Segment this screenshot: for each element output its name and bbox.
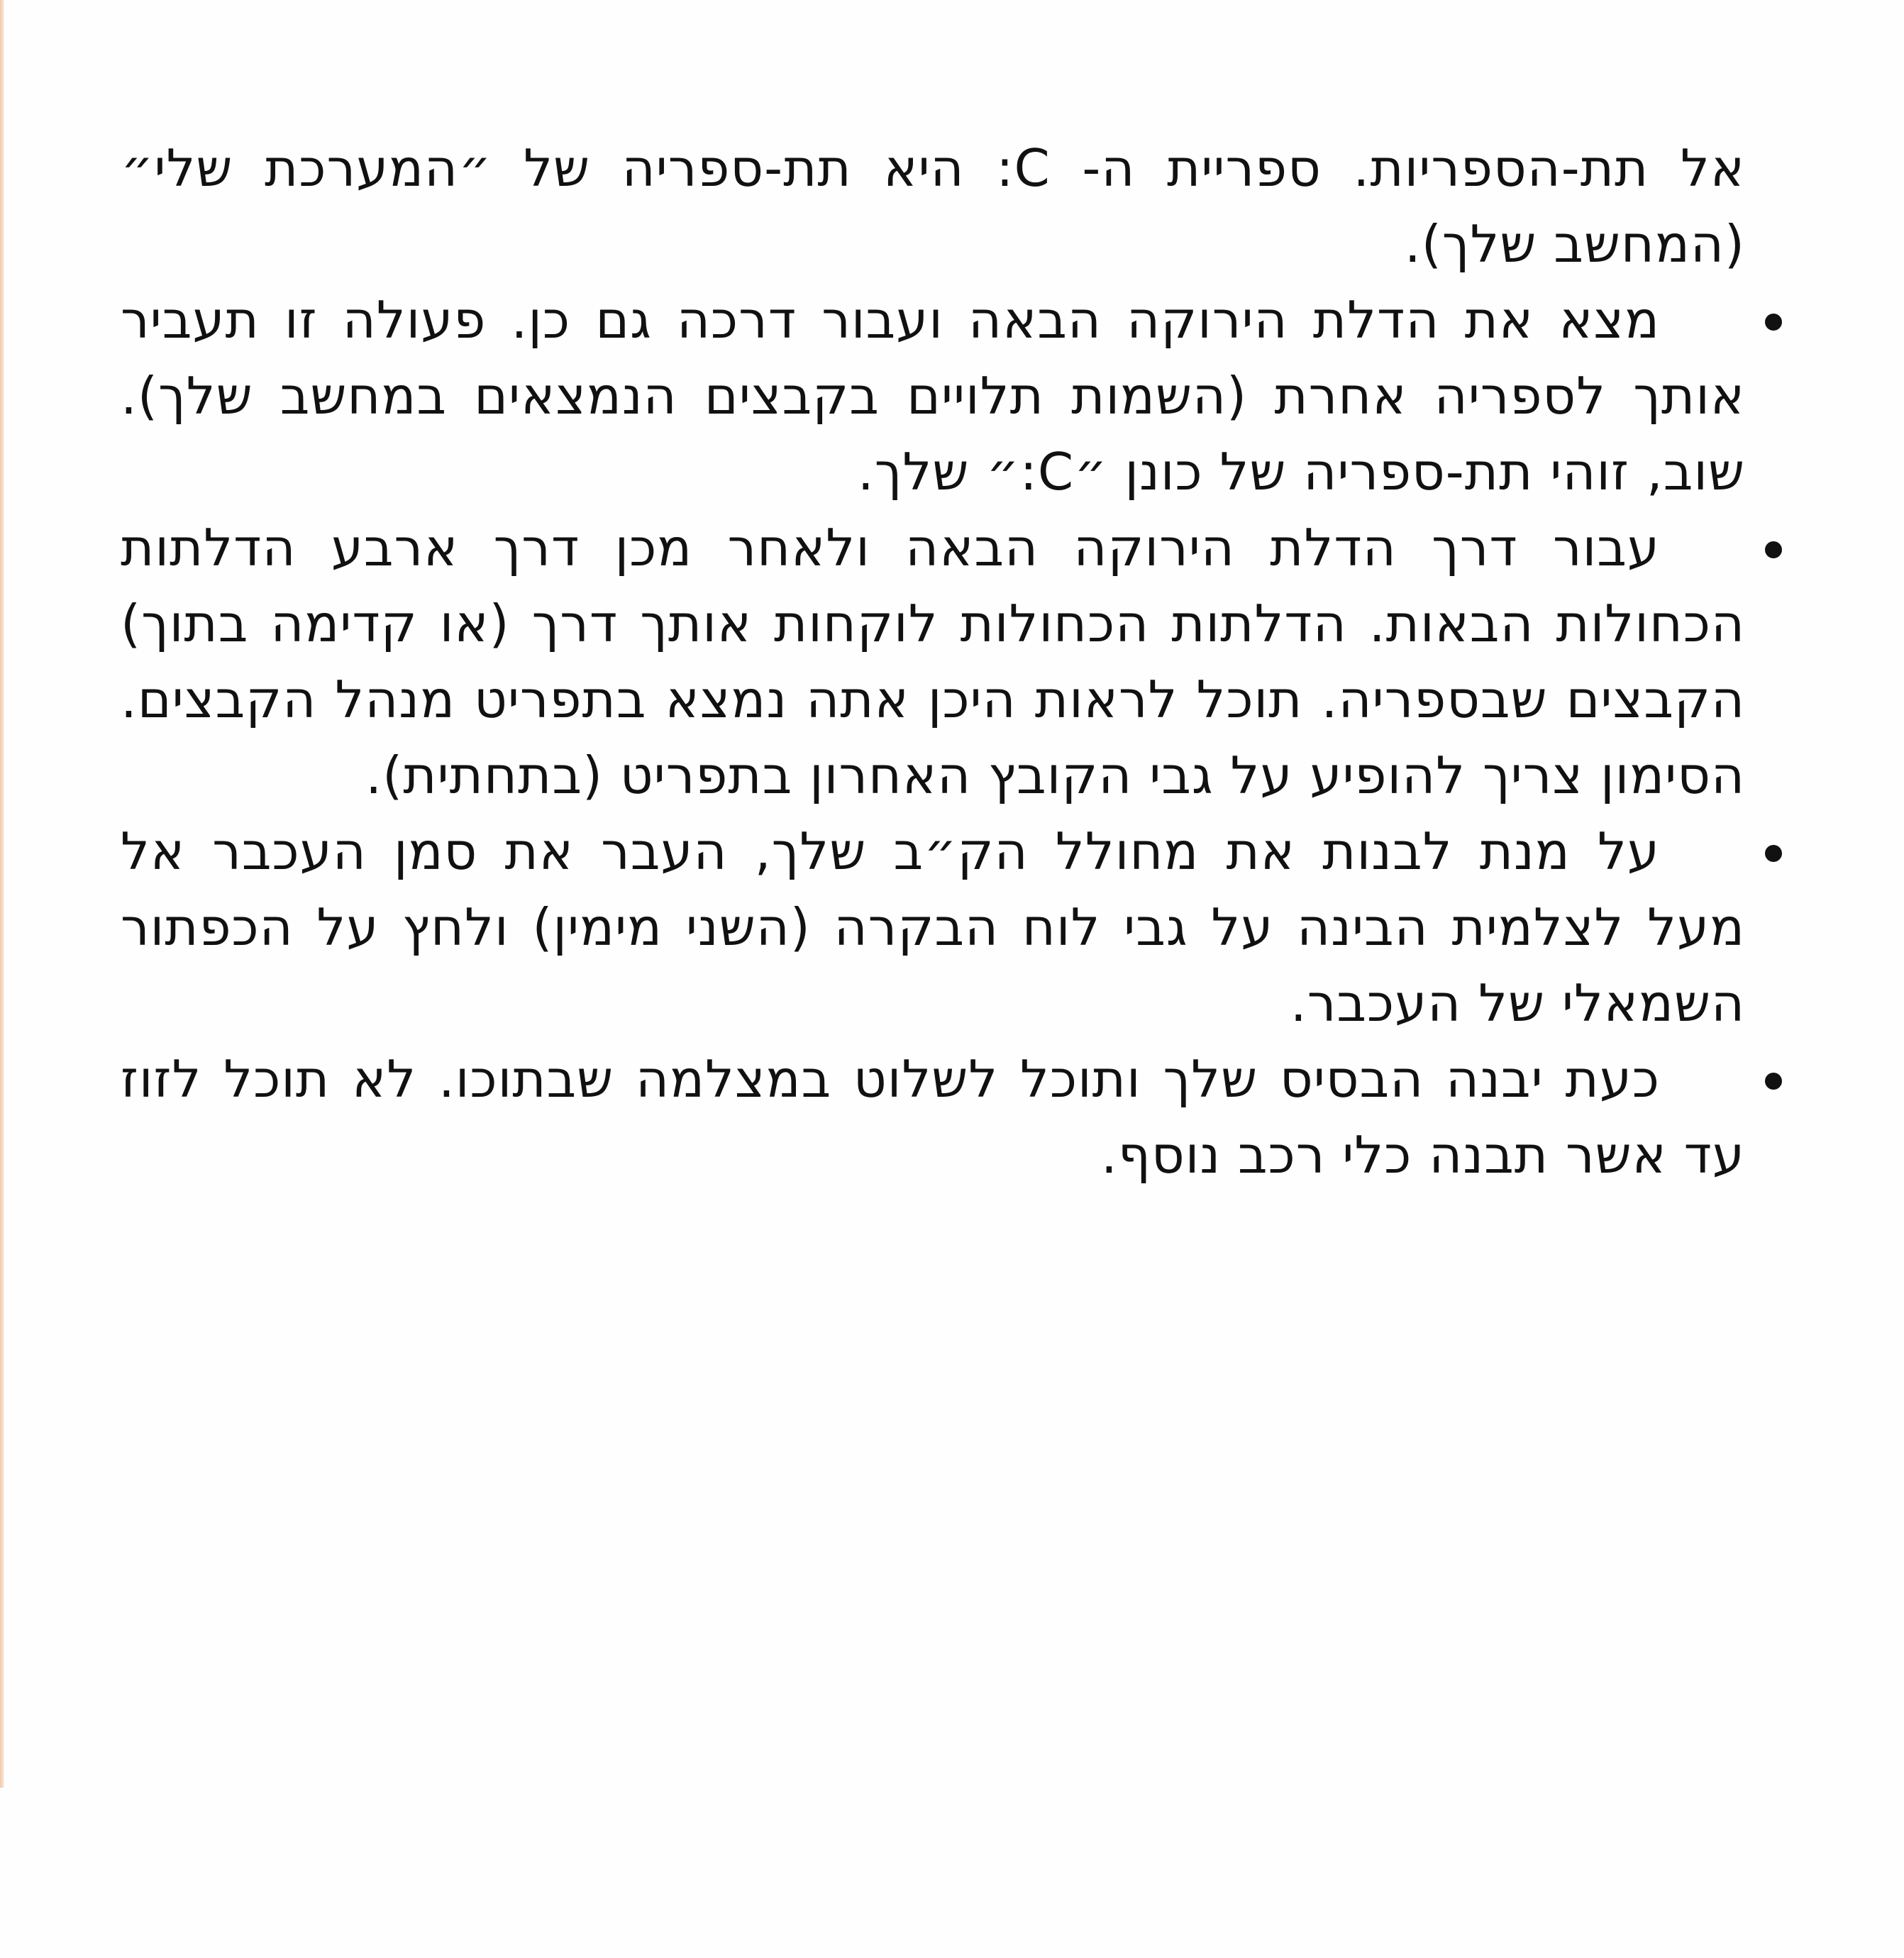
list-item-text: מצא את הדלת הירוקה הבאה ועבור דרכה גם כן. פעולה זו תעביר אותך לספריה אחרת (השמות תלויים בקבצים הנמצאים במחשב שלך). שוב, זוהי תת-ספריה של כונן ״C:״ שלך. [121, 290, 1745, 502]
bullet-icon [1765, 1073, 1782, 1090]
bullet-icon [1765, 845, 1782, 862]
document-text [121, 131, 1745, 1193]
list-item-text: עבור דרך הדלת הירוקה הבאה ולאחר מכן דרך ארבע הדלתות הכחולות הבאות. הדלתות הכחולות לוקחות אותך דרך (או קדימה בתוך) הקבצים שבספריה. תוכל לראות היכן אתה נמצא בתפריט מנהל הקבצים. הסימון צריך להופיע על גבי הקובץ האחרון בתפריט (בתחתית). [121, 518, 1745, 805]
bullet-icon [1765, 314, 1782, 331]
list-item [121, 1041, 1745, 1193]
bullet-icon [1765, 541, 1782, 558]
list-item-text: כעת יבנה הבסיס שלך ותוכל לשלוט במצלמה שבתוכו. לא תוכל לזוז עד אשר תבנה כלי רכב נוסף. [121, 1049, 1745, 1185]
page-edge [0, 0, 4, 1788]
list-item [121, 510, 1745, 814]
list-item [121, 282, 1745, 510]
bullet-list [121, 282, 1745, 1193]
intro-paragraph: אל תת-הספריות. ספריית ה- C: היא תת-ספריה של ״המערכת שלי״ (המחשב שלך). [121, 138, 1745, 274]
list-item [121, 814, 1745, 1041]
list-item-text: על מנת לבנות את מחולל הק״ב שלך, העבר את סמן העכבר אל מעל לצלמית הבינה על גבי לוח הבקרה (השני מימין) ולחץ על הכפתור השמאלי של העכבר. [121, 822, 1745, 1033]
